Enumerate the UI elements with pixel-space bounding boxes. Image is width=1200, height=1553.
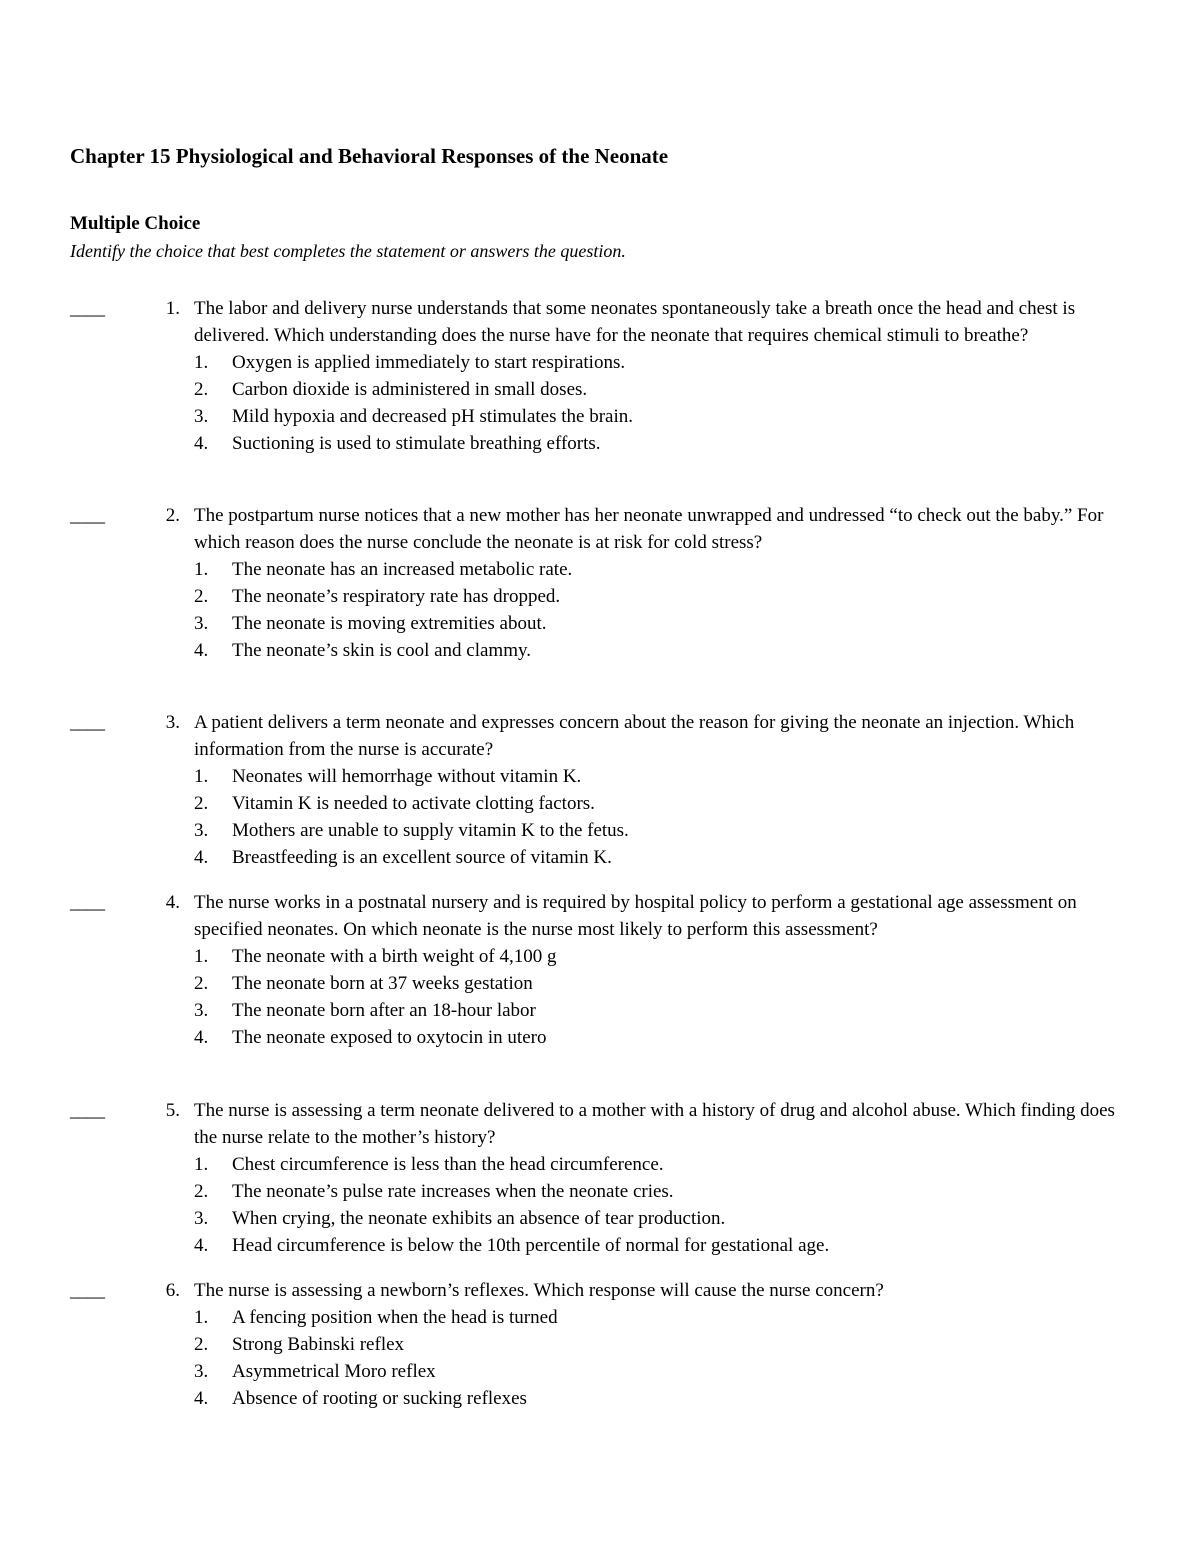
- answer-option: [194, 376, 1129, 403]
- question-item: [0, 1277, 1200, 1412]
- answer-option: [194, 1232, 1129, 1259]
- question-body: [194, 1277, 1129, 1412]
- option-number: 1.: [194, 766, 209, 787]
- question-item: [0, 502, 1200, 664]
- answer-option: [194, 1024, 1129, 1051]
- option-number: 2.: [194, 379, 209, 400]
- question-number: 6.: [165, 1280, 180, 1301]
- answer-option: [194, 1178, 1129, 1205]
- option-number: 1.: [194, 559, 209, 580]
- question-body: [194, 709, 1129, 871]
- answer-option: [194, 637, 1129, 664]
- answer-options: [194, 943, 1129, 1051]
- option-number: 2.: [194, 1181, 209, 1202]
- option-text: Neonates will hemorrhage without vitamin K.: [232, 766, 582, 787]
- section-heading: Multiple Choice: [70, 213, 201, 234]
- question-number: 4.: [165, 892, 180, 913]
- answer-blank: ____: [70, 712, 104, 733]
- option-number: 1.: [194, 946, 209, 967]
- answer-option: [194, 1151, 1129, 1178]
- option-number: 3.: [194, 406, 209, 427]
- question-stem: The nurse is assessing a newborn’s reflexes. Which response will cause the nurse concern?: [194, 1280, 884, 1301]
- answer-blank: ____: [70, 1280, 104, 1301]
- answer-options: [194, 1151, 1129, 1259]
- page-title: Chapter 15 Physiological and Behavioral Responses of the Neonate: [70, 144, 669, 168]
- option-text: The neonate’s respiratory rate has dropped.: [232, 586, 561, 607]
- question-item: [0, 709, 1200, 871]
- answer-options: [194, 556, 1129, 664]
- option-text: Oxygen is applied immediately to start respirations.: [232, 352, 626, 373]
- option-text: The neonate with a birth weight of 4,100 g: [232, 946, 557, 967]
- option-text: Mothers are unable to supply vitamin K to the fetus.: [232, 820, 629, 841]
- question-item: [0, 295, 1200, 457]
- question-body: [194, 1097, 1129, 1259]
- answer-option: [194, 817, 1129, 844]
- option-text: Absence of rooting or sucking reflexes: [232, 1388, 527, 1409]
- option-text: Carbon dioxide is administered in small doses.: [232, 379, 588, 400]
- option-text: Chest circumference is less than the head circumference.: [232, 1154, 664, 1175]
- option-number: 1.: [194, 1154, 209, 1175]
- option-text: Mild hypoxia and decreased pH stimulates the brain.: [232, 406, 634, 427]
- answer-blank: ____: [70, 298, 104, 319]
- option-number: 2.: [194, 793, 209, 814]
- option-number: 4.: [194, 1235, 209, 1256]
- answer-option: [194, 970, 1129, 997]
- answer-option: [194, 1304, 1129, 1331]
- answer-blank: ____: [70, 505, 104, 526]
- option-text: The neonate’s pulse rate increases when the neonate cries.: [232, 1181, 674, 1202]
- option-number: 4.: [194, 1027, 209, 1048]
- answer-options: [194, 763, 1129, 871]
- answer-option: [194, 844, 1129, 871]
- option-number: 4.: [194, 847, 209, 868]
- answer-option: [194, 583, 1129, 610]
- answer-option: [194, 943, 1129, 970]
- question-body: [194, 502, 1129, 664]
- option-number: 3.: [194, 613, 209, 634]
- option-text: Suctioning is used to stimulate breathing efforts.: [232, 433, 601, 454]
- question-stem: The postpartum nurse notices that a new mother has her neonate unwrapped and undressed “to check out the baby.” For which reason does the nurse conclude the neonate is at risk for cold stress?: [194, 505, 1104, 553]
- answer-option: [194, 1385, 1129, 1412]
- question-stem: The labor and delivery nurse understands that some neonates spontaneously take a breath once the head and chest is delivered. Which understanding does the nurse have for the neonate that requires chemical stimuli to breathe?: [194, 298, 1076, 346]
- answer-option: [194, 1358, 1129, 1385]
- option-number: 4.: [194, 1388, 209, 1409]
- option-text: The neonate born after an 18-hour labor: [232, 1000, 536, 1021]
- option-text: The neonate has an increased metabolic rate.: [232, 559, 573, 580]
- option-number: 4.: [194, 433, 209, 454]
- option-number: 2.: [194, 586, 209, 607]
- option-text: The neonate born at 37 weeks gestation: [232, 973, 533, 994]
- answer-option: [194, 997, 1129, 1024]
- answer-option: [194, 349, 1129, 376]
- answer-blank: ____: [70, 1100, 104, 1121]
- option-number: 2.: [194, 973, 209, 994]
- option-number: 4.: [194, 640, 209, 661]
- question-stem: The nurse is assessing a term neonate delivered to a mother with a history of drug and alcohol abuse. Which finding does the nurse relate to the mother’s history?: [194, 1100, 1115, 1148]
- option-text: The neonate is moving extremities about.: [232, 613, 547, 634]
- answer-option: [194, 610, 1129, 637]
- option-number: 1.: [194, 1307, 209, 1328]
- option-text: The neonate exposed to oxytocin in utero: [232, 1027, 547, 1048]
- question-stem: The nurse works in a postnatal nursery and is required by hospital policy to perform a gestational age assessment on specified neonates. On which neonate is the nurse most likely to perform this assessment?: [194, 892, 1077, 940]
- answer-option: [194, 430, 1129, 457]
- question-stem: A patient delivers a term neonate and expresses concern about the reason for giving the neonate an injection. Which information from the nurse is accurate?: [194, 712, 1075, 760]
- answer-option: [194, 763, 1129, 790]
- option-number: 3.: [194, 1208, 209, 1229]
- question-item: [0, 1097, 1200, 1259]
- question-body: [194, 889, 1129, 1051]
- question-number: 2.: [165, 505, 180, 526]
- option-text: Vitamin K is needed to activate clotting factors.: [232, 793, 595, 814]
- answer-options: [194, 1304, 1129, 1412]
- instructions-text: Identify the choice that best completes the statement or answers the question.: [70, 241, 626, 261]
- option-number: 2.: [194, 1334, 209, 1355]
- option-number: 1.: [194, 352, 209, 373]
- answer-option: [194, 556, 1129, 583]
- option-text: Strong Babinski reflex: [232, 1334, 405, 1355]
- option-text: Breastfeeding is an excellent source of vitamin K.: [232, 847, 612, 868]
- question-item: [0, 889, 1200, 1051]
- option-number: 3.: [194, 820, 209, 841]
- answer-blank: ____: [70, 892, 104, 913]
- answer-option: [194, 1205, 1129, 1232]
- question-number: 1.: [165, 298, 180, 319]
- option-text: The neonate’s skin is cool and clammy.: [232, 640, 531, 661]
- option-text: When crying, the neonate exhibits an absence of tear production.: [232, 1208, 726, 1229]
- option-text: Asymmetrical Moro reflex: [232, 1361, 436, 1382]
- question-number: 5.: [165, 1100, 180, 1121]
- option-text: Head circumference is below the 10th percentile of normal for gestational age.: [232, 1235, 830, 1256]
- option-number: 3.: [194, 1361, 209, 1382]
- option-number: 3.: [194, 1000, 209, 1021]
- question-number: 3.: [165, 712, 180, 733]
- option-text: A fencing position when the head is turned: [232, 1307, 558, 1328]
- answer-option: [194, 1331, 1129, 1358]
- answer-option: [194, 790, 1129, 817]
- answer-options: [194, 349, 1129, 457]
- question-body: [194, 295, 1129, 457]
- answer-option: [194, 403, 1129, 430]
